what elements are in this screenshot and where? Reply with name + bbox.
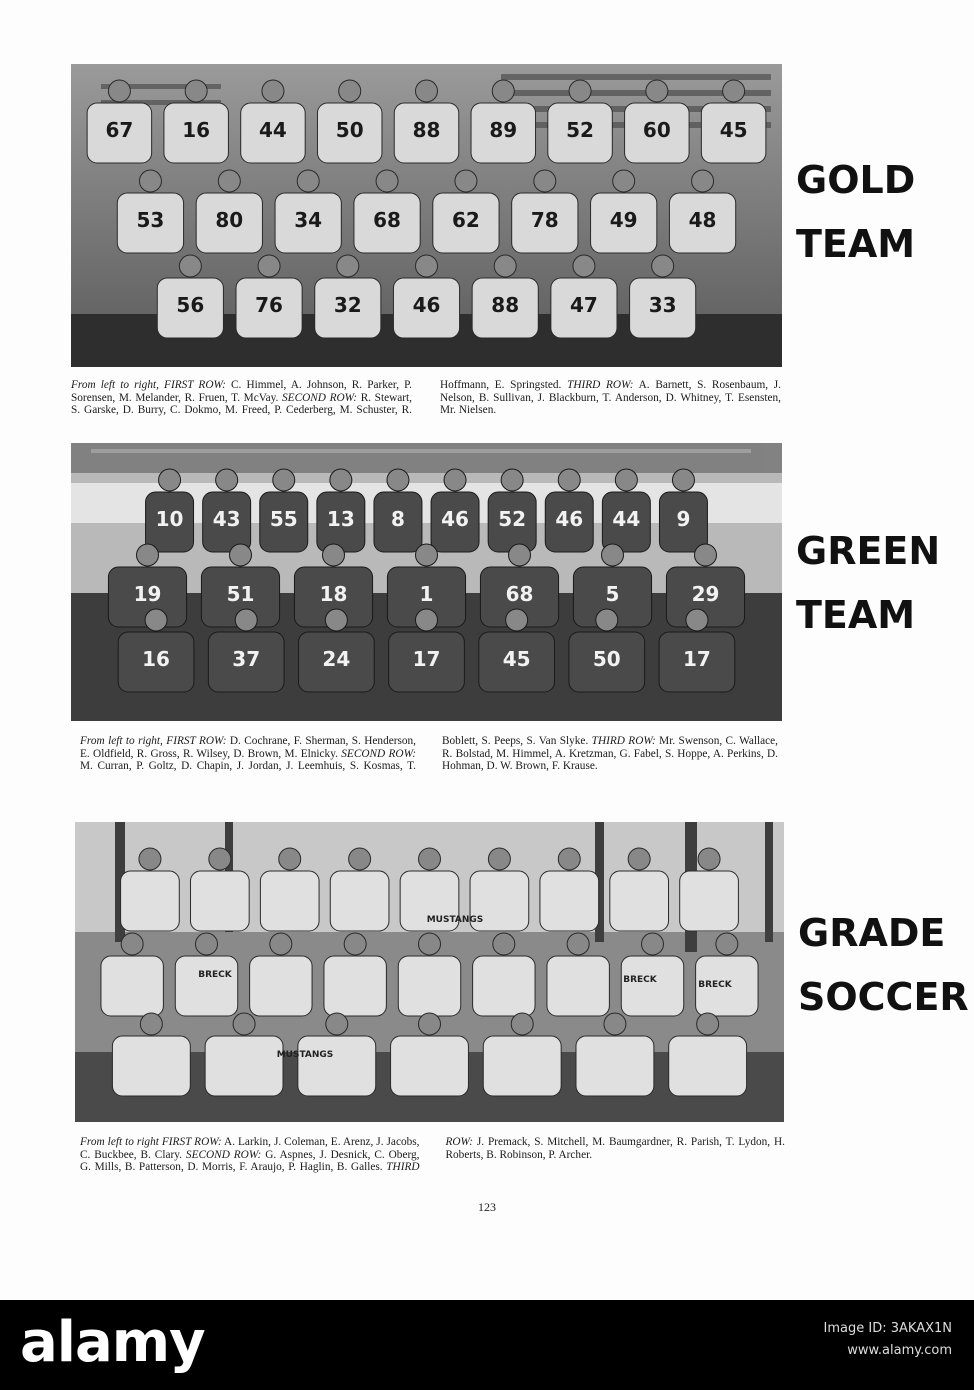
player-head	[196, 933, 218, 955]
jersey-number: 55	[269, 507, 298, 531]
jersey-number: 1	[419, 582, 434, 606]
player-head	[604, 1013, 626, 1035]
player-head	[419, 933, 441, 955]
jersey-number: 10	[155, 507, 184, 531]
first-row-label: FIRST ROW:	[161, 1136, 222, 1148]
jersey-number: 53	[136, 208, 165, 232]
jersey-number: 56	[176, 293, 205, 317]
player-jersey	[330, 871, 389, 931]
jersey-number: 68	[373, 208, 401, 232]
green-team-heading	[796, 519, 940, 647]
player-head	[209, 848, 231, 870]
player-head	[716, 933, 738, 955]
player-head	[387, 469, 409, 491]
first-row-label: FIRST ROW:	[164, 379, 226, 391]
player-head	[258, 255, 280, 277]
player-head	[558, 848, 580, 870]
player-head	[697, 1013, 719, 1035]
caption-lead: From left to right	[80, 1136, 159, 1148]
player-head	[419, 848, 441, 870]
player-head	[628, 848, 650, 870]
jersey-number: 60	[642, 118, 671, 142]
player-head	[376, 170, 398, 192]
player-jersey	[610, 871, 669, 931]
player-jersey	[398, 956, 460, 1016]
player-head	[493, 933, 515, 955]
player-head	[698, 848, 720, 870]
player-head	[567, 933, 589, 955]
player-jersey	[121, 871, 180, 931]
player-head	[139, 170, 161, 192]
first-row-names: D. Cochrane, F. Sherman, S. Henderson, E. Oldfield, R. Gross, R. Wilsey, D. Brown, M. Elnicky.	[80, 735, 417, 760]
jersey-number: 32	[333, 293, 362, 317]
jersey-number: 9	[676, 507, 691, 531]
jersey-number: 46	[555, 507, 584, 531]
third-row-label: THIRD ROW:	[386, 1136, 473, 1174]
player-jersey	[669, 1036, 747, 1096]
third-row-names: J. Premack, S. Mitchell, M. Baumgardner, R. Parish, T. Lydon, H. Roberts, B. Robinson, P. Archer.	[445, 1136, 785, 1161]
jersey-number: 19	[133, 582, 162, 606]
player-head	[262, 80, 284, 102]
player-head	[218, 170, 240, 192]
jersey-number: 80	[215, 208, 244, 232]
grade-soccer-photo-art	[75, 822, 784, 1122]
player-head	[686, 609, 708, 631]
player-head	[325, 609, 347, 631]
player-head	[416, 80, 438, 102]
heading-line-1: GREEN	[796, 529, 941, 573]
jersey-number: 45	[719, 118, 748, 142]
jersey-number: 17	[412, 647, 441, 671]
jersey-number: 8	[390, 507, 405, 531]
jersey-number: 89	[489, 118, 518, 142]
gold-team-heading	[796, 148, 915, 276]
jersey-number: 43	[212, 507, 241, 531]
third-row-label: THIRD ROW:	[567, 379, 634, 391]
jersey-number: 17	[683, 647, 711, 671]
player-head	[145, 609, 167, 631]
jersey-number: 52	[498, 507, 527, 531]
grade-soccer-caption	[80, 1136, 785, 1174]
player-jersey	[547, 956, 609, 1016]
grade-soccer-heading	[798, 901, 969, 1029]
player-jersey	[112, 1036, 190, 1096]
player-head	[506, 609, 528, 631]
gold-team-photo	[71, 64, 782, 367]
shirt-print: MUSTANGS	[426, 915, 484, 925]
first-row-names: A. Larkin, J. Coleman, E. Arenz, J. Jacobs, C. Buckbee, B. Clary.	[80, 1136, 420, 1161]
jersey-number: 24	[322, 647, 351, 671]
jersey-number: 67	[105, 118, 134, 142]
image-id-text: Image ID: 3AKAX1N	[823, 1321, 952, 1336]
player-head	[652, 255, 674, 277]
player-head	[230, 544, 252, 566]
second-row-label: SECOND ROW:	[282, 391, 358, 404]
jersey-number: 29	[691, 582, 720, 606]
player-head	[416, 255, 438, 277]
player-head	[159, 469, 181, 491]
jersey-number: 16	[182, 118, 211, 142]
jersey-number: 88	[412, 118, 441, 142]
shirt-print: BRECK	[198, 970, 232, 980]
player-head	[569, 80, 591, 102]
player-jersey	[101, 956, 163, 1016]
jersey-number: 13	[326, 507, 355, 531]
player-head	[511, 1013, 533, 1035]
jersey-number: 5	[605, 582, 620, 606]
player-head	[279, 848, 301, 870]
player-jersey	[576, 1036, 654, 1096]
player-jersey	[621, 956, 683, 1016]
jersey-number: 37	[232, 647, 261, 671]
player-jersey	[391, 1036, 469, 1096]
player-head	[323, 544, 345, 566]
jersey-number: 68	[505, 582, 534, 606]
player-head	[337, 255, 359, 277]
jersey-number: 16	[142, 647, 170, 671]
player-head	[615, 469, 637, 491]
player-head	[494, 255, 516, 277]
player-head	[330, 469, 352, 491]
gold-team-caption	[71, 379, 781, 417]
jersey-number: 52	[566, 118, 594, 142]
player-jersey	[190, 871, 249, 931]
player-jersey	[175, 956, 237, 1016]
player-head	[602, 544, 624, 566]
player-head	[349, 848, 371, 870]
jersey-number: 18	[319, 582, 348, 606]
player-head	[185, 80, 207, 102]
player-jersey	[250, 956, 312, 1016]
first-row-label: FIRST ROW:	[166, 735, 227, 747]
heading-line-1: GOLD	[796, 158, 916, 202]
page-number: 123	[478, 1200, 496, 1214]
player-head	[695, 544, 717, 566]
second-row-names: M. Curran, P. Goltz, D. Chapin, J. Jordan, J. Leemhuis, S. Kosmas, T. Boblett, S. Peeps, S. Van Slyke.	[80, 735, 589, 773]
gold-team-photo-art	[71, 64, 782, 367]
player-jersey	[540, 871, 599, 931]
third-row-label: THIRD ROW:	[591, 735, 656, 747]
watermark-bar	[0, 1300, 974, 1390]
player-head	[108, 80, 130, 102]
player-jersey	[205, 1036, 283, 1096]
shirt-print: BRECK	[698, 980, 732, 990]
player-jersey	[473, 956, 535, 1016]
player-head	[121, 933, 143, 955]
heading-line-2: SOCCER	[798, 975, 969, 1019]
jersey-number: 46	[441, 507, 469, 531]
player-head	[297, 170, 319, 192]
second-row-label: SECOND ROW:	[185, 1148, 262, 1161]
player-head	[273, 469, 295, 491]
player-head	[179, 255, 201, 277]
player-head	[558, 469, 580, 491]
player-head	[509, 544, 531, 566]
player-head	[339, 80, 361, 102]
jersey-number: 88	[491, 293, 520, 317]
third-row-names: A. Barnett, S. Rosenbaum, J. Nelson, B. Sullivan, J. Blackburn, T. Anderson, D. Whitney, T. Esensten, Mr. Nielsen.	[440, 379, 781, 417]
shirt-print: MUSTANGS	[276, 1050, 334, 1060]
green-team-photo-art	[71, 443, 782, 721]
player-head	[672, 469, 694, 491]
jersey-number: 50	[335, 118, 364, 142]
jersey-number: 33	[648, 293, 677, 317]
second-row-names: G. Aspnes, J. Desnick, C. Oberg, G. Mills, B. Patterson, D. Morris, F. Araujo, P. Haglin, B. Galles.	[80, 1148, 420, 1174]
green-team-photo	[71, 443, 782, 721]
player-head	[139, 848, 161, 870]
player-head	[326, 1013, 348, 1035]
grade-soccer-photo	[75, 822, 784, 1122]
jersey-number: 76	[255, 293, 283, 317]
jersey-number: 45	[502, 647, 531, 671]
player-head	[216, 469, 238, 491]
player-head	[140, 1013, 162, 1035]
player-head	[692, 170, 714, 192]
player-jersey	[298, 1036, 376, 1096]
green-team-caption	[80, 735, 778, 773]
player-jersey	[324, 956, 386, 1016]
jersey-number: 46	[412, 293, 441, 317]
jersey-number: 44	[612, 507, 641, 531]
player-head	[573, 255, 595, 277]
heading-line-1: GRADE	[798, 911, 946, 955]
player-head	[455, 170, 477, 192]
player-head	[416, 544, 438, 566]
player-head	[344, 933, 366, 955]
player-head	[613, 170, 635, 192]
jersey-number: 34	[294, 208, 323, 232]
jersey-number: 62	[452, 208, 480, 232]
watermark-meta	[824, 1318, 952, 1362]
player-head	[596, 609, 618, 631]
player-jersey	[260, 871, 319, 931]
player-jersey	[680, 871, 739, 931]
jersey-number: 47	[570, 293, 598, 317]
player-head	[416, 609, 438, 631]
third-row-names: Mr. Swenson, C. Wallace, R. Bolstad, M. Himmel, A. Kretzman, G. Fabel, S. Hoppe, A. Perkins, D. Hohman, D. W. Brown, F. Krause.	[442, 735, 778, 773]
jersey-number: 48	[688, 208, 717, 232]
player-head	[646, 80, 668, 102]
heading-line-2: TEAM	[796, 222, 916, 266]
caption-lead: From left to right,	[80, 735, 163, 747]
player-jersey	[483, 1036, 561, 1096]
player-head	[235, 609, 257, 631]
player-head	[642, 933, 664, 955]
player-head	[419, 1013, 441, 1035]
second-row-names: R. Stewart, S. Garske, D. Burry, C. Dokmo, M. Freed, P. Cederberg, M. Schuster, R. Hoffmann, E. Springsted.	[71, 379, 562, 417]
alamy-logo: alamy	[20, 1310, 205, 1375]
jersey-number: 50	[592, 647, 621, 671]
jersey-number: 49	[609, 208, 638, 232]
player-head	[233, 1013, 255, 1035]
second-row-label: SECOND ROW:	[341, 747, 417, 760]
player-head	[444, 469, 466, 491]
jersey-number: 51	[226, 582, 255, 606]
player-head	[501, 469, 523, 491]
site-url-text: www.alamy.com	[847, 1343, 952, 1358]
jersey-number: 44	[259, 118, 287, 142]
player-head	[137, 544, 159, 566]
player-head	[534, 170, 556, 192]
first-row-names: C. Himmel, A. Johnson, R. Parker, P. Sorensen, M. Melander, R. Fruen, T. McVay.	[71, 379, 413, 404]
shirt-print: BRECK	[623, 975, 657, 985]
caption-lead: From left to right,	[71, 379, 159, 391]
player-head	[723, 80, 745, 102]
player-head	[488, 848, 510, 870]
player-head	[492, 80, 514, 102]
jersey-number: 78	[530, 208, 559, 232]
player-head	[270, 933, 292, 955]
heading-line-2: TEAM	[796, 593, 916, 637]
